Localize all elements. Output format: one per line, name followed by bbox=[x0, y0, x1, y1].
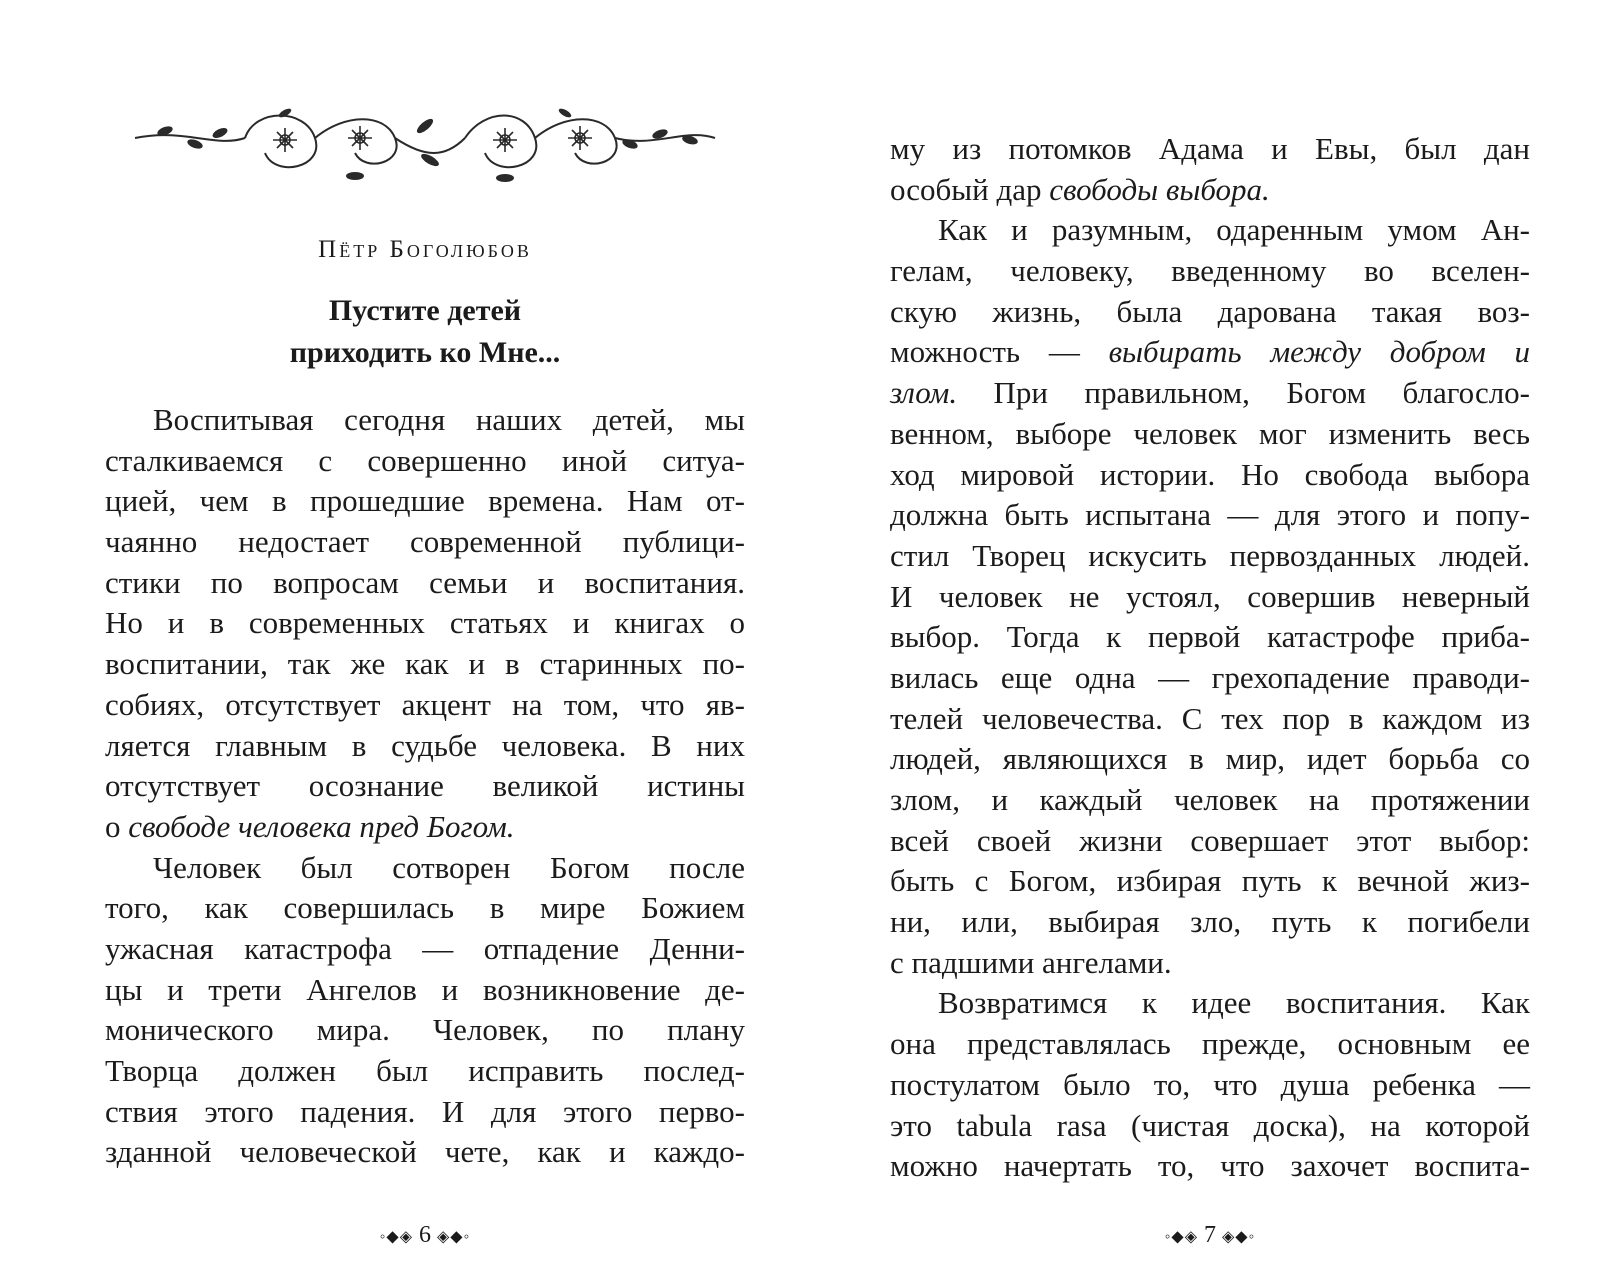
text-line: это tabula rasa (чистая доска), на которой bbox=[890, 1107, 1530, 1143]
text-line bbox=[890, 170, 1530, 211]
text-line: Возвратимся к идее воспитания. Как bbox=[938, 985, 1530, 1021]
text-line: Воспитывая сегодня наших детей, мы bbox=[153, 402, 745, 437]
text-line: монического мира. Человек, по плану bbox=[105, 1012, 745, 1048]
italic-phrase: свободы выбора. bbox=[1049, 171, 1270, 207]
text-line: ствия этого падения. И для этого перво- bbox=[105, 1093, 745, 1129]
text-line: сталкиваемся с совершенно иной ситуа- bbox=[105, 442, 745, 478]
left-page bbox=[105, 0, 745, 1288]
chapter-title bbox=[105, 290, 745, 374]
text-line: стил Творец искусить первозданных людей. bbox=[890, 537, 1530, 573]
text-line: Но и в современных статьях и книгах о bbox=[105, 605, 745, 641]
page-number-value: 6 bbox=[419, 1222, 431, 1248]
page-decoration-icon: ◈◆◦ bbox=[437, 1228, 471, 1246]
text-line: всей своей жизни совершает этот выбор: bbox=[890, 822, 1530, 858]
text-line: можно начертать то, что захочет воспита- bbox=[890, 1148, 1530, 1184]
chapter-title-line: приходить ко Мне... bbox=[289, 336, 561, 369]
text-line: гелам, человеку, введенному во вселен- bbox=[890, 253, 1530, 289]
text-line: ужасная катастрофа — отпадение Денни- bbox=[105, 930, 745, 966]
text-line: воспитании, так же как и в старинных по- bbox=[105, 646, 745, 682]
text-line: злом, и каждый человек на протяжении bbox=[890, 782, 1530, 817]
chapter-title-line: Пустите детей bbox=[328, 294, 522, 327]
text-line: с падшими ангелами. bbox=[890, 944, 1172, 980]
text-line: ни, или, выбирая зло, путь к погибели bbox=[890, 904, 1530, 940]
body-text bbox=[105, 400, 745, 1173]
text-line: чаянно недостает современной публици- bbox=[105, 524, 745, 560]
text-line: стики по вопросам семьи и воспитания. bbox=[105, 564, 745, 600]
text-line: она представлялась прежде, основным ее bbox=[890, 1026, 1530, 1062]
text-line: цией, чем в прошедшие времена. Нам от- bbox=[105, 483, 745, 519]
text-line: выбор. Тогда к первой катастрофе приба- bbox=[890, 619, 1530, 655]
italic-phrase: выбирать между добром и bbox=[1108, 334, 1530, 370]
italic-phrase: свободе человека пред Богом. bbox=[128, 808, 515, 844]
text-segment: особый дар bbox=[890, 171, 1050, 207]
text-line: собиях, отсутствует акцент на том, что яв- bbox=[105, 686, 745, 722]
body-text bbox=[890, 129, 1530, 1187]
author-name: Пётр Боголюбов bbox=[318, 236, 532, 263]
text-line: людей, являющихся в мир, идет борьба со bbox=[890, 741, 1530, 777]
text-line: ляется главным в судьбе человека. В них bbox=[105, 727, 745, 763]
floral-ornament-icon bbox=[125, 98, 725, 198]
text-segment: можность — bbox=[890, 334, 1109, 370]
italic-phrase: злом. bbox=[890, 375, 958, 411]
text-line bbox=[890, 373, 1530, 414]
text-line bbox=[105, 807, 745, 848]
text-segment: о bbox=[105, 808, 129, 844]
text-line: Творца должен был исправить послед- bbox=[105, 1053, 745, 1088]
page-decoration-icon: ◦◆◈ bbox=[1164, 1228, 1198, 1246]
right-page bbox=[890, 0, 1530, 1288]
page-decoration-icon: ◈◆◦ bbox=[1222, 1228, 1256, 1246]
text-line: зданной человеческой чете, как и каждо- bbox=[105, 1134, 745, 1170]
text-line: того, как совершилась в мире Божием bbox=[105, 890, 745, 926]
text-line: должна быть испытана — для этого и попу- bbox=[890, 497, 1530, 533]
text-line: му из потомков Адама и Евы, был дан bbox=[890, 131, 1530, 166]
text-line: отсутствует осознание великой истины bbox=[105, 768, 745, 804]
text-line: Человек был сотворен Богом после bbox=[153, 849, 745, 885]
text-line: венном, выборе человек мог изменить весь bbox=[890, 415, 1530, 451]
text-line: Как и разумным, одаренным умом Ан- bbox=[938, 212, 1530, 248]
text-line: вилась еще одна — грехопадение праводи- bbox=[890, 659, 1530, 695]
text-segment: При правильном, Богом благосло- bbox=[957, 375, 1530, 411]
text-line: цы и трети Ангелов и возникновение де- bbox=[105, 971, 745, 1007]
text-line: И человек не устоял, совершив неверный bbox=[890, 578, 1530, 614]
page-number bbox=[105, 1222, 745, 1249]
text-line bbox=[890, 332, 1530, 373]
text-line: скую жизнь, была дарована такая воз- bbox=[890, 293, 1530, 329]
text-line: ход мировой истории. Но свобода выбора bbox=[890, 456, 1530, 492]
page-decoration-icon: ◦◆◈ bbox=[379, 1228, 413, 1246]
text-line: постулатом было то, что душа ребенка — bbox=[890, 1066, 1530, 1102]
page-number-value: 7 bbox=[1204, 1222, 1216, 1248]
text-line: быть с Богом, избирая путь к вечной жиз- bbox=[890, 863, 1530, 899]
text-line: телей человечества. С тех пор в каждом из bbox=[890, 700, 1530, 736]
page-number bbox=[890, 1222, 1530, 1249]
